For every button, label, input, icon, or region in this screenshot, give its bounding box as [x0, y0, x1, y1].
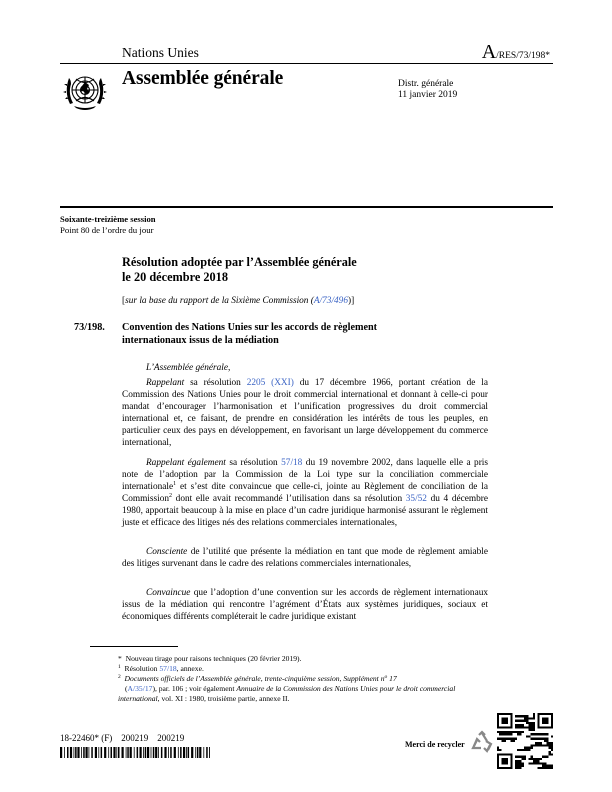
preamble-paragraph-4: Convaincue que l’adoption d’une convention sur les accords de règlement internationaux issus de la médiation qui rencontre l’agrément d’États aux systèmes juridiques, sociaux et économiques différents compléterait le cadre juridique existant — [122, 588, 488, 623]
symbol-letter: A — [481, 41, 497, 63]
preamble-paragraph-3: Consciente de l’utilité que présente la médiation en tant que mode de règlement amiable des litiges survenant dans le cadre des relations commerciales internationales, — [122, 547, 488, 570]
job-number: 18-22460* (F) 200219 200219 — [60, 733, 185, 743]
footnote-1: $^1$ Résolution 57/18, annexe. — [118, 664, 204, 673]
org-name: Nations Unies — [122, 45, 199, 60]
recycle-icon — [470, 730, 494, 754]
assembly-title: Assemblée générale — [122, 68, 284, 89]
resolution-link-2205[interactable]: 2205 (XXI) — [246, 378, 294, 388]
resolution-title-line2: le 20 décembre 2018 — [122, 270, 228, 284]
resolution-link-57-18[interactable]: 57/18 — [281, 458, 303, 468]
resolution-title — [122, 255, 357, 285]
issue-date: 11 janvier 2019 — [398, 90, 458, 100]
footnote-link-a-35-17[interactable]: A/35/17 — [127, 684, 153, 694]
resolution-link-35-52[interactable]: 35/52 — [405, 494, 427, 505]
footnote-ref-2[interactable]: 2 — [169, 493, 173, 500]
footnote-star: * Nouveau tirage pour raisons techniques (20 février 2019). — [118, 654, 302, 663]
qr-code-icon — [497, 713, 553, 769]
resolution-title-line1: Résolution adoptée par l’Assemblée générale — [122, 255, 357, 269]
symbol-number: /RES/73/198* — [496, 51, 550, 61]
resolution-number: 73/198. — [74, 322, 105, 333]
document-symbol — [482, 41, 550, 64]
footnote-link-57-18[interactable]: 57/18 — [159, 664, 177, 673]
preamble-paragraph-2: Rappelant également sa résolution 57/18 du 19 novembre 2002, dans laquelle elle a pris note de l’adoption par la Commission de la Loi type sur la conciliation commerciale internationale$^1$ et s’est dite convaincue que celle-ci, jointe au Règlement de conciliation de la Commission$^2$ dont elle avait recommandé l’utilisation dans sa résolution 35/52 du 4 décembre 1980, apportait beaucoup à la mise en place d’un cadre juridique harmonisé assurant le règlement juste et efficace des litiges nés des relations commerciales internationales, — [122, 458, 489, 529]
agenda-item: Point 80 de l’ordre du jour — [60, 225, 154, 235]
footnote-separator — [90, 646, 178, 647]
session-title: Soixante-treizième session — [60, 214, 156, 224]
footnote-2: $^2$ Documents officiels de l’Assemblée générale, trente-cinquième session, Supplément $n^o$ 17 (A/35/17), par. 106 ; voir également Annuaire de la Commission des Nations Unies pour le droit commercial international, vol. XI : 1980, troisième partie, annexe II. — [118, 674, 456, 704]
distribution: Distr. générale — [398, 79, 454, 89]
report-link[interactable]: A/73/496 — [313, 296, 348, 306]
un-emblem-icon — [60, 66, 110, 116]
resolution-subject — [122, 321, 377, 347]
preamble-paragraph-1: Rappelant sa résolution 2205 (XXI) du 17 décembre 1966, portant création de la Commission des Nations Unies pour le droit commercial international et donnant à celle-ci pour mandat d’encourager l’harmonisation et l’unification progressives du droit commercial international et, ce faisant, de prendre en considération les intérêts de tous les peuples, en particulier ceux des pays en développement, en favorisant un large développement du commerce international, — [122, 378, 488, 449]
preamble-intro: L’Assemblée générale, — [146, 363, 231, 373]
header-rule-top — [60, 63, 553, 64]
barcode — [60, 745, 210, 756]
footnote-ref-1[interactable]: 1 — [173, 481, 177, 488]
resolution-subject-line2: internationaux issus de la médiation — [122, 335, 279, 347]
header-rule-bottom — [60, 206, 553, 208]
resolution-subject-line1: Convention des Nations Unies sur les accords de règlement — [122, 322, 378, 333]
report-basis: [sur la base du rapport de la Sixième Commission (A/73/496)] — [122, 296, 355, 306]
recycle-text: Merci de recycler — [405, 740, 465, 749]
